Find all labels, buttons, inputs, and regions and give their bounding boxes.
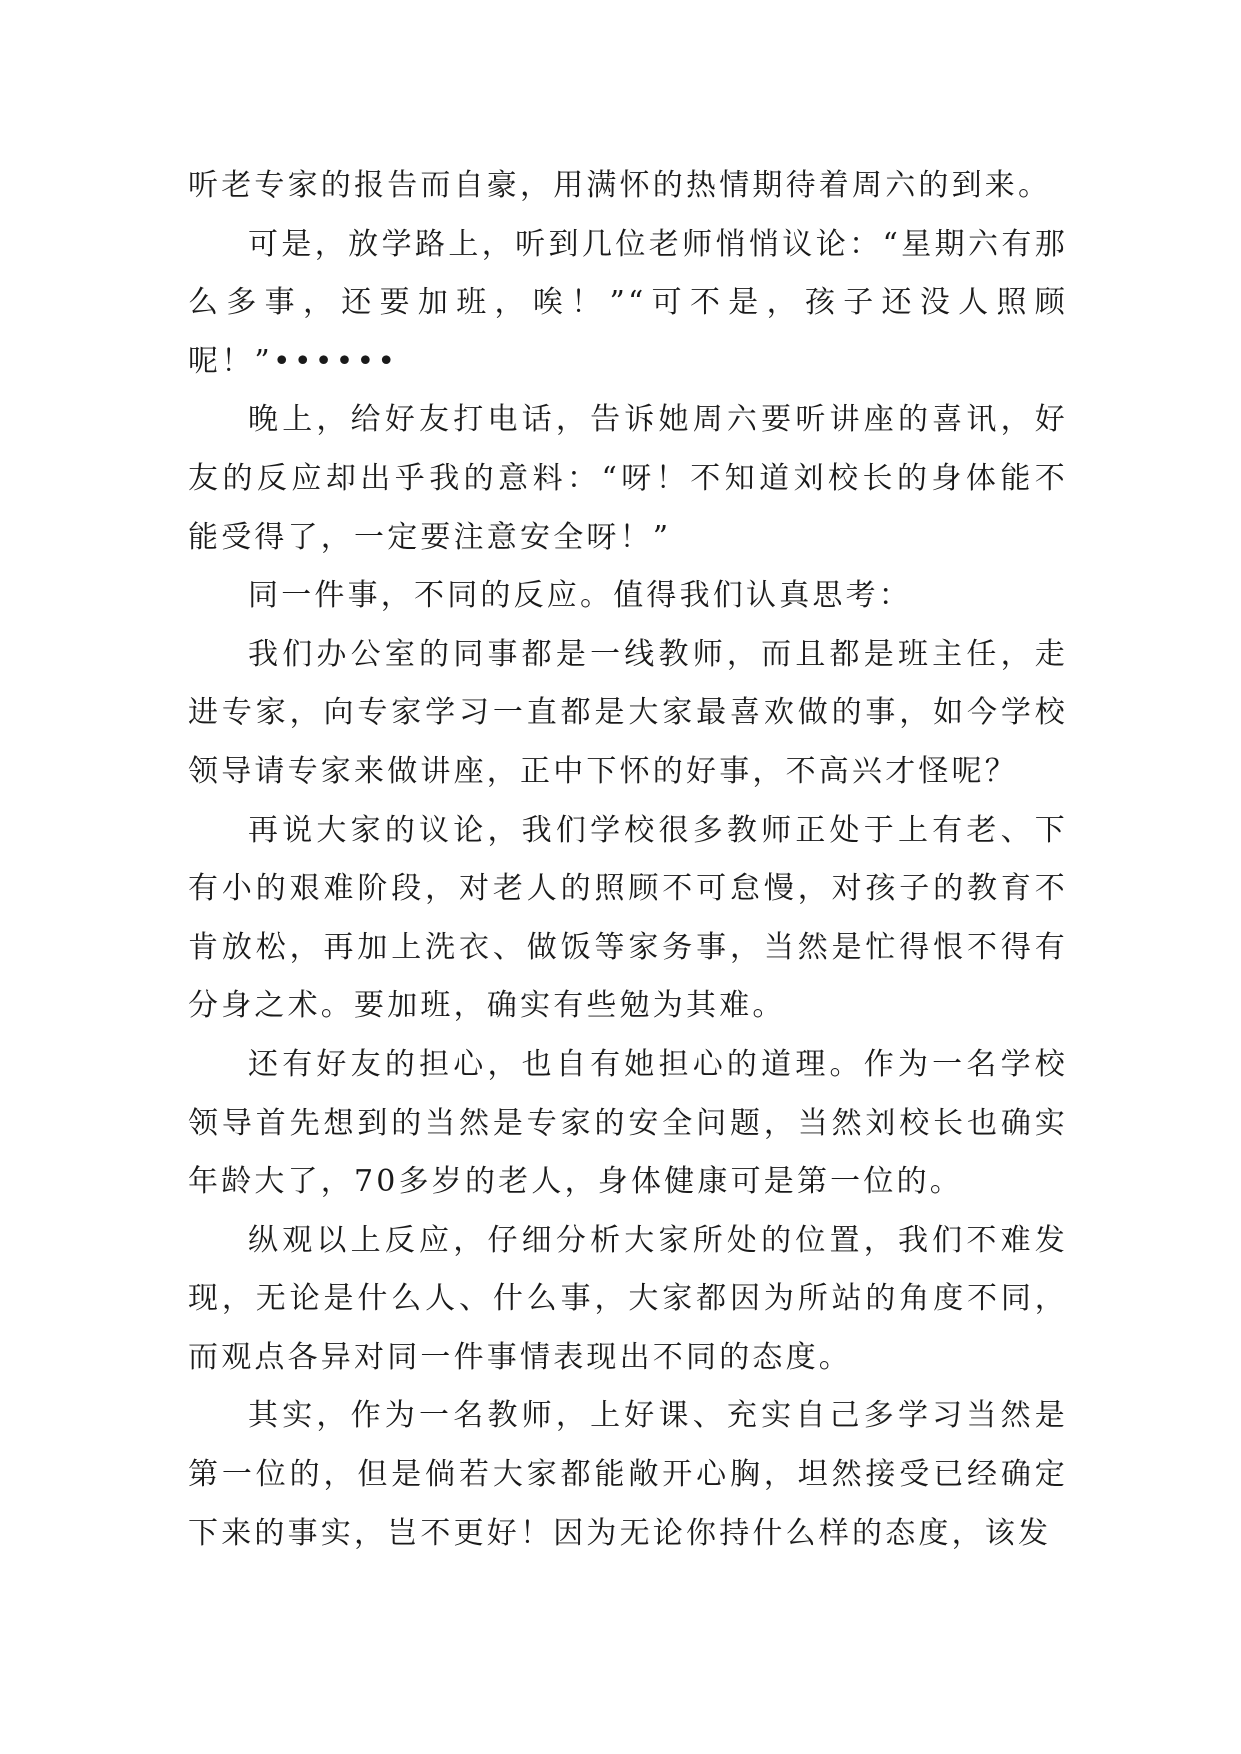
paragraph-5: 我们办公室的同事都是一线教师，而且都是班主任，走进专家，向专家学习一直都是大家最喜欢做的事，如今学校领导请专家来做讲座，正中下怀的好事，不高兴才怪呢？ xyxy=(188,636,1068,789)
paragraph-2: 可是，放学路上，听到几位老师悄悄议论：“星期六有那么多事，还要加班，唉！”“可不是，孩子还没人照顾呢！”•••••• xyxy=(188,226,1068,379)
document-body xyxy=(188,157,1068,1563)
paragraph-1: 听老专家的报告而自豪，用满怀的热情期待着周六的到来。 xyxy=(188,168,1052,203)
paragraph-8: 纵观以上反应，仔细分析大家所处的位置，我们不难发现，无论是什么人、什么事，大家都因为所站的角度不同，而观点各异对同一件事情表现出不同的态度。 xyxy=(188,1222,1068,1375)
paragraph-7: 还有好友的担心，也自有她担心的道理。作为一名学校领导首先想到的当然是专家的安全问题，当然刘校长也确实年龄大了，70多岁的老人，身体健康可是第一位的。 xyxy=(188,1046,1068,1200)
paragraph-9: 其实，作为一名教师，上好课、充实自己多学习当然是第一位的，但是倘若大家都能敞开心胸，坦然接受已经确定下来的事实，岂不更好！因为无论你持什么样的态度，该发 xyxy=(188,1398,1068,1551)
paragraph-6: 再说大家的议论，我们学校很多教师正处于上有老、下有小的艰难阶段，对老人的照顾不可怠慢，对孩子的教育不肯放松，再加上洗衣、做饭等家务事，当然是忙得恨不得有分身之术。要加班，确实有些勉为其难。 xyxy=(188,812,1068,1024)
paragraph-4: 同一件事，不同的反应。值得我们认真思考： xyxy=(248,578,912,614)
paragraph-3: 晚上，给好友打电话，告诉她周六要听讲座的喜讯，好友的反应却出乎我的意料：“呀！不知道刘校长的身体能不能受得了，一定要注意安全呀！” xyxy=(188,402,1068,555)
